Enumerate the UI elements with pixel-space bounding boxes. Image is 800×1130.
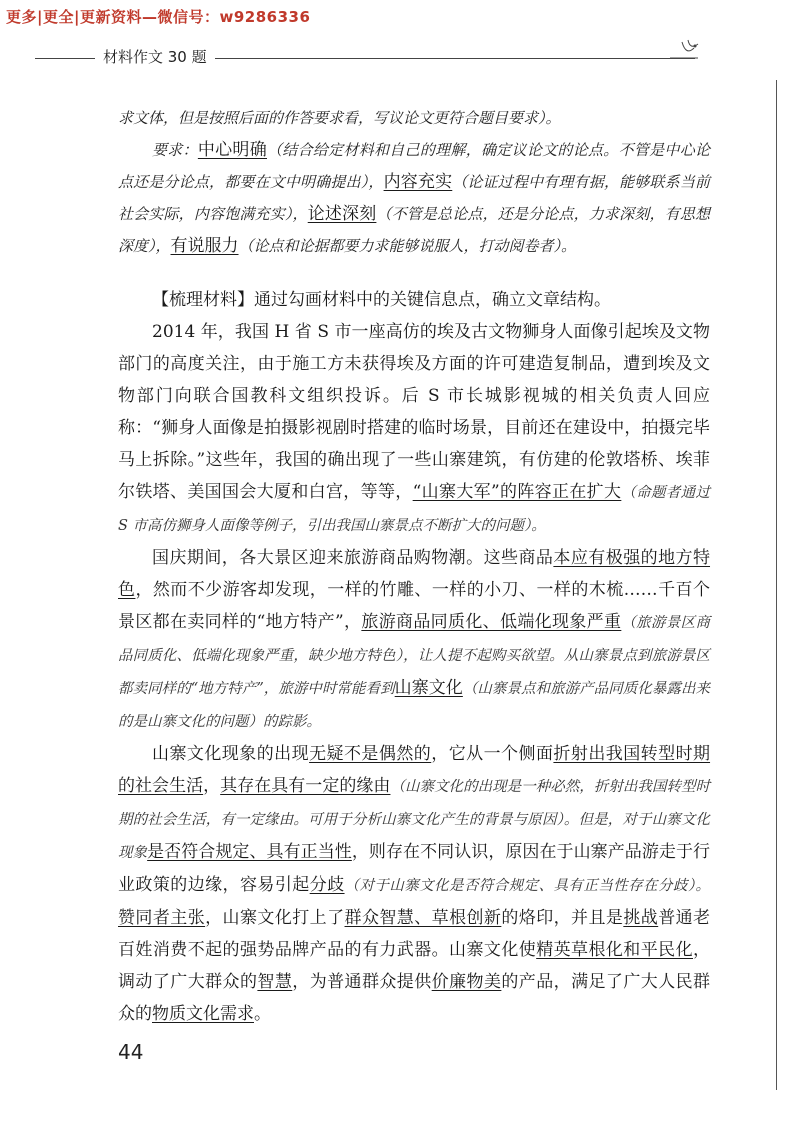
key-point: 是否符合规定、具有正当性 — [147, 842, 352, 862]
key-point: 智慧 — [257, 972, 293, 992]
annotation: （命题者通过 S 市高仿狮身人面像等例子，引出我国山寨景点不断扩大的问题）。 — [118, 485, 711, 534]
requirement-line: 求文体，但是按照后面的作答要求看，写议论文更符合题目要求）。 — [118, 109, 561, 127]
key-point: 有说服力 — [170, 236, 239, 256]
key-point: 本应有极强的地方特色 — [118, 548, 711, 600]
key-point: 分歧 — [309, 875, 345, 895]
section-heading: 【梳理材料】通过勾画材料中的关键信息点，确立文章结构。 — [152, 290, 611, 310]
page-body — [118, 102, 710, 1030]
key-point: 群众智慧、草根创新 — [344, 908, 502, 928]
annotation: （对于山寨文化是否符合规定、具有正当性存在分歧）。 — [344, 878, 711, 894]
material-paragraph: 2014 年，我国 H 省 S 市一座高仿的埃及古文物狮身人面像引起埃及文物部门的高度关注，由于施工方未获得埃及方面的许可建造复制品，遭到埃及文物部门向联合国教科文组织投诉。后 S 市长城影视城的相关负责人回应称：“狮身人面像是拍摄影视剧时搭建的临时场景，目前还在建设中，拍摄完毕马上拆除。”这些年，我国的确出现了一些山寨建筑，有仿建的伦敦塔桥、埃菲尔铁塔、美国国会大厦和白宫，等等，“山寨大军”的阵容正在扩大（命题者通过 S 市高仿狮身人面像等例子，引出我国山寨景点不断扩大的问题）。 — [118, 322, 711, 534]
key-point: 中心明确 — [197, 140, 267, 160]
key-point: 折射出我国转型时期的社会生活 — [118, 744, 711, 796]
key-point: 赞同者主张 — [118, 908, 206, 928]
key-point: 内容充实 — [383, 172, 453, 192]
annotation: （山寨文化的出现是一种必然，折射出我国转型时期的社会生活，有一定缘由。可用于分析山寨文化产生的背景与原因）。但是，对于山寨文化现象 — [118, 779, 711, 861]
material-paragraph: 国庆期间，各大景区迎来旅游商品购物潮。这些商品本应有极强的地方特色，然而不少游客却发现，一样的竹雕、一样的小刀、一样的木梳……千百个景区都在卖同样的“地方特产”，旅游商品同质化、低端化现象严重（旅游景区商品同质化、低端化现象严重，缺少地方特色），让人提不起购买欲望。从山寨景点到旅游景区都卖同样的“地方特产”，旅游中时常能看到山寨文化（山寨景点和旅游产品同质化暴露出来的是山寨文化的问题）的踪影。 — [118, 548, 711, 730]
annotation: （旅游景区商品同质化、低端化现象严重，缺少地方特色），让人提不起购买欲望。从山寨景点到旅游景区都卖同样的“地方特产”，旅游中时常能看到 — [118, 615, 711, 697]
page-edge-line — [776, 80, 777, 1090]
corner-ornament-icon — [668, 34, 708, 64]
key-point: 其存在具有一定的缘由 — [220, 776, 391, 796]
key-point: 物质文化需求 — [152, 1004, 254, 1024]
annotation: （山寨景点和旅游产品同质化暴露出来的是山寨文化的问题）的踪影。 — [118, 681, 711, 730]
material-paragraph: 山寨文化现象的出现无疑不是偶然的，它从一个侧面折射出我国转型时期的社会生活，其存在具有一定的缘由（山寨文化的出现是一种必然，折射出我国转型时期的社会生活，有一定缘由。可用于分析山寨文化产生的背景与原因）。但是，对于山寨文化现象是否符合规定、具有正当性，则存在不同认识，原因在于山寨产品游走于行业政策的边缘，容易引起分歧（对于山寨文化是否符合规定、具有正当性存在分歧）。赞同者主张，山寨文化打上了群众智慧、草根创新的烙印，并且是挑战普通老百姓消费不起的强势品牌产品的有力武器。山寨文化使精英草根化和平民化，调动了广大群众的智慧，为普通群众提供价廉物美的产品，满足了广大人民群众的物质文化需求。 — [118, 744, 711, 1024]
key-point: 论述深刻 — [307, 204, 377, 224]
running-header-title: 材料作文 30 题 — [95, 46, 215, 67]
key-point: 价廉物美 — [431, 972, 502, 992]
key-point: 旅游商品同质化、低端化现象严重 — [361, 612, 622, 632]
key-point: 挑战 — [623, 908, 659, 928]
watermark-banner: 更多|更全|更新资料—微信号：w9286336 — [6, 8, 311, 26]
key-point: 无疑不是偶然的 — [309, 744, 432, 764]
section-label: 【梳理材料】 — [152, 290, 254, 310]
page-number: 44 — [118, 1040, 144, 1064]
key-point: “山寨大军”的阵容正在扩大 — [412, 482, 622, 502]
key-point: 山寨文化 — [394, 678, 463, 698]
key-point: 精英草根化和平民化 — [536, 940, 694, 960]
requirements-paragraph: 要求：中心明确（结合给定材料和自己的理解，确定议论文的论点。不管是中心论点还是分论点，都要在文中明确提出），内容充实（论证过程中有理有据，能够联系当前社会实际，内容饱满充实），论述深刻（不管是总论点，还是分论点，力求深刻，有思想深度），有说服力（论点和论据都要力求能够说服人，打动阅卷者）。 — [118, 140, 710, 256]
